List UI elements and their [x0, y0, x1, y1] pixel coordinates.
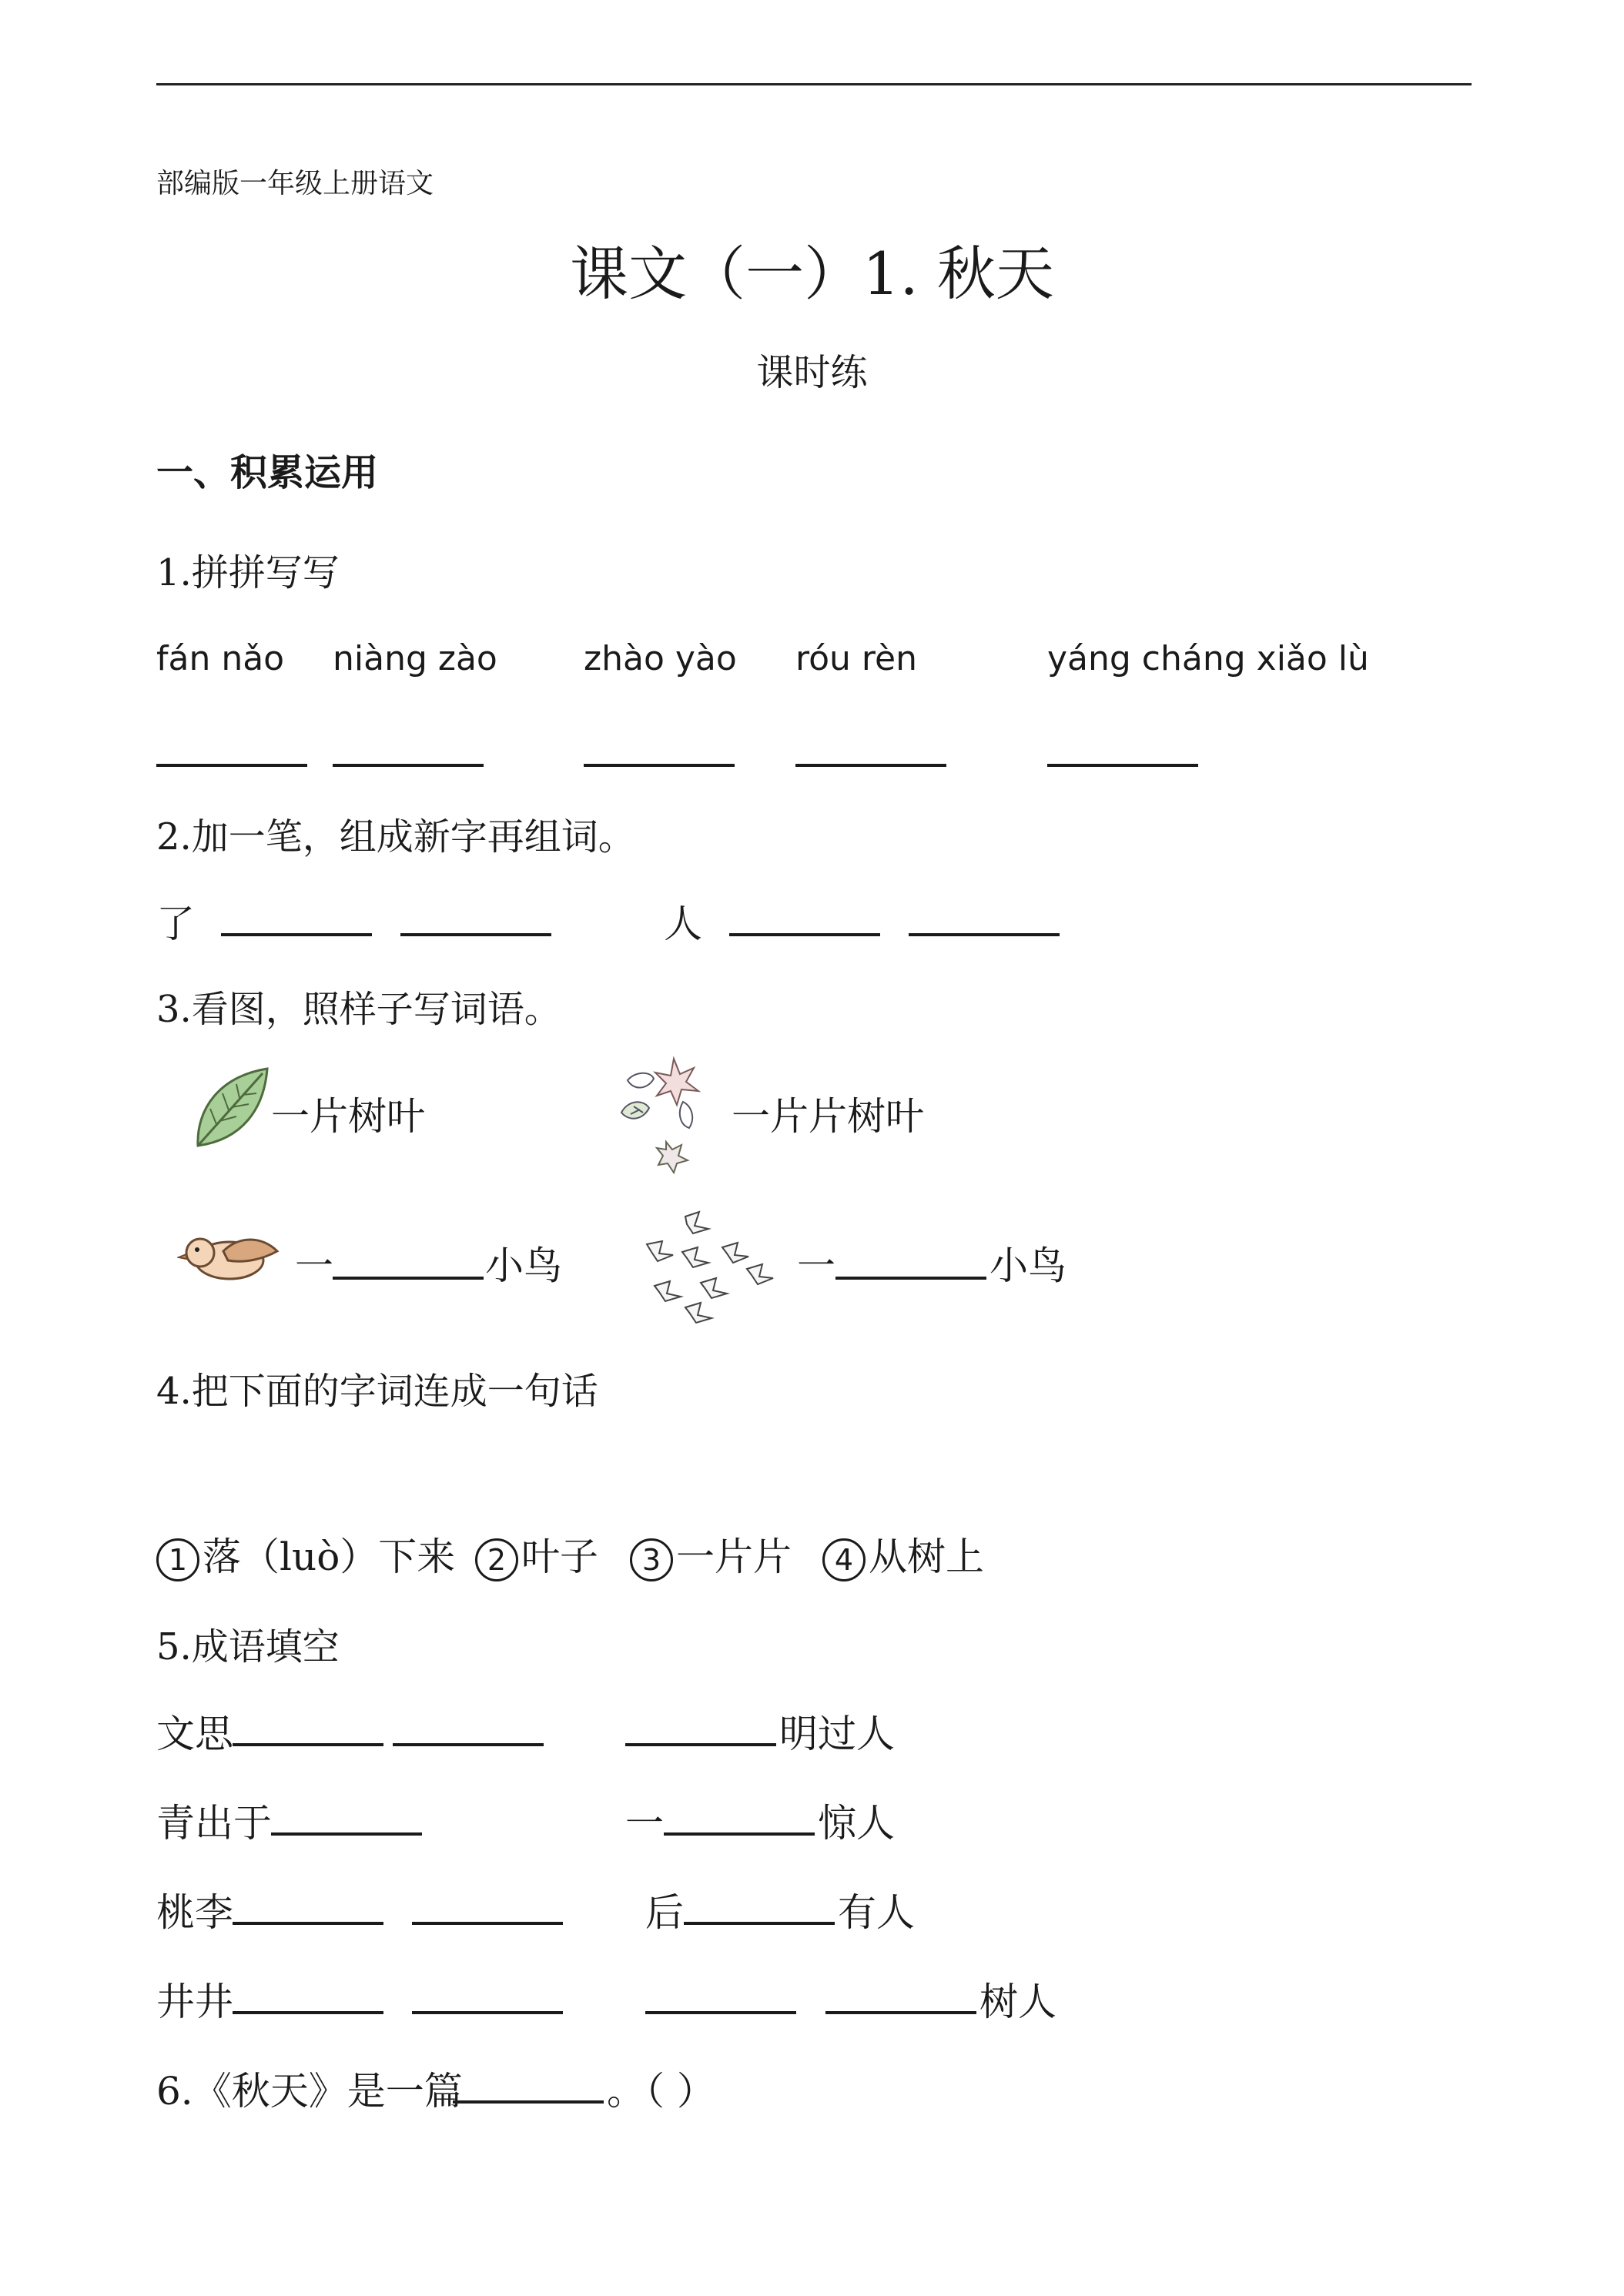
idiom-8-end: 树人 [979, 1980, 1056, 2024]
pinyin-3: zhào yào [584, 639, 737, 678]
page-header: 部编版一年级上册语文 [156, 168, 434, 199]
question-3-label: 3.看图，照样子写词语。 [156, 988, 561, 1031]
answer-blank[interactable] [453, 2100, 604, 2104]
idiom-6-end: 有人 [838, 1890, 915, 1935]
circled-number: 4 [822, 1538, 866, 1581]
page-title: 课文（一）1. 秋天 [570, 239, 1054, 308]
answer-blank[interactable] [825, 2011, 976, 2014]
idiom-2-end: 明过人 [779, 1712, 895, 1756]
fill-suffix-1: 小鸟 [485, 1243, 562, 1288]
word-item-4 [822, 1526, 984, 1581]
idiom-7-start: 井井 [156, 1980, 233, 2024]
answer-blank[interactable] [909, 933, 1060, 936]
section-heading: 一、积累运用 [156, 451, 379, 494]
circled-number: 1 [156, 1538, 199, 1581]
answer-blank[interactable] [333, 1277, 484, 1280]
answer-blank[interactable] [412, 2011, 563, 2014]
single-leaf-image [189, 1063, 273, 1155]
idiom-1-start: 文思 [156, 1712, 233, 1756]
top-rule [156, 83, 1472, 85]
word-item-3 [630, 1526, 792, 1581]
page-subtitle: 课时练 [756, 351, 868, 394]
answer-blank[interactable] [221, 933, 372, 936]
word-item-1 [156, 1526, 455, 1581]
idiom-6-start: 后 [645, 1890, 684, 1935]
fill-prefix-2: 一 [797, 1243, 835, 1288]
answer-blank[interactable] [412, 1922, 563, 1925]
question-6-tail: 。（ ） [607, 2069, 715, 2114]
single-bird-image [177, 1220, 285, 1290]
word-text: 落（luò）下来 [203, 1535, 456, 1579]
word-item-2 [475, 1526, 598, 1581]
pinyin-1: fán nǎo [156, 639, 285, 678]
many-leaves-image [612, 1051, 720, 1174]
example-1-text: 一片树叶 [271, 1094, 425, 1139]
question-2-label: 2.加一笔，组成新字再组词。 [156, 815, 635, 858]
answer-blank[interactable] [156, 764, 307, 767]
answer-blank[interactable] [1047, 764, 1198, 767]
pinyin-5: yáng cháng xiǎo lù [1047, 639, 1369, 678]
example-2-text: 一片片树叶 [732, 1094, 924, 1139]
many-birds-image [639, 1209, 778, 1324]
answer-blank[interactable] [795, 764, 946, 767]
question-4-label: 4.把下面的字词连成一句话 [156, 1370, 598, 1413]
base-char-2: 人 [664, 902, 702, 946]
answer-blank[interactable] [393, 1743, 544, 1746]
word-text: 从树上 [869, 1535, 984, 1579]
idiom-5-start: 桃李 [156, 1890, 233, 1935]
idiom-4-end: 惊人 [818, 1801, 895, 1846]
answer-blank[interactable] [233, 1922, 383, 1925]
idiom-3-start: 青出于 [156, 1801, 272, 1846]
answer-blank[interactable] [729, 933, 880, 936]
answer-blank[interactable] [625, 1743, 776, 1746]
pinyin-4: róu rèn [795, 639, 917, 678]
fill-suffix-2: 小鸟 [989, 1243, 1066, 1288]
pinyin-2: niàng zào [333, 639, 497, 678]
base-char-1: 了 [156, 902, 195, 946]
word-text: 叶子 [521, 1535, 598, 1579]
answer-blank[interactable] [664, 1832, 815, 1836]
answer-blank[interactable] [271, 1832, 422, 1836]
question-6-label: 6.《秋天》是一篇 [156, 2069, 463, 2114]
answer-blank[interactable] [233, 2011, 383, 2014]
answer-blank[interactable] [835, 1277, 986, 1280]
question-1-label: 1.拼拼写写 [156, 551, 340, 594]
answer-blank[interactable] [645, 2011, 796, 2014]
answer-blank[interactable] [684, 1922, 835, 1925]
circled-number: 3 [630, 1538, 673, 1581]
question-5-label: 5.成语填空 [156, 1625, 340, 1668]
circled-number: 2 [475, 1538, 518, 1581]
answer-blank[interactable] [333, 764, 484, 767]
fill-prefix-1: 一 [295, 1243, 333, 1288]
idiom-4-start: 一 [625, 1801, 664, 1846]
answer-blank[interactable] [233, 1743, 383, 1746]
answer-blank[interactable] [400, 933, 551, 936]
answer-blank[interactable] [584, 764, 735, 767]
word-text: 一片片 [676, 1535, 792, 1579]
